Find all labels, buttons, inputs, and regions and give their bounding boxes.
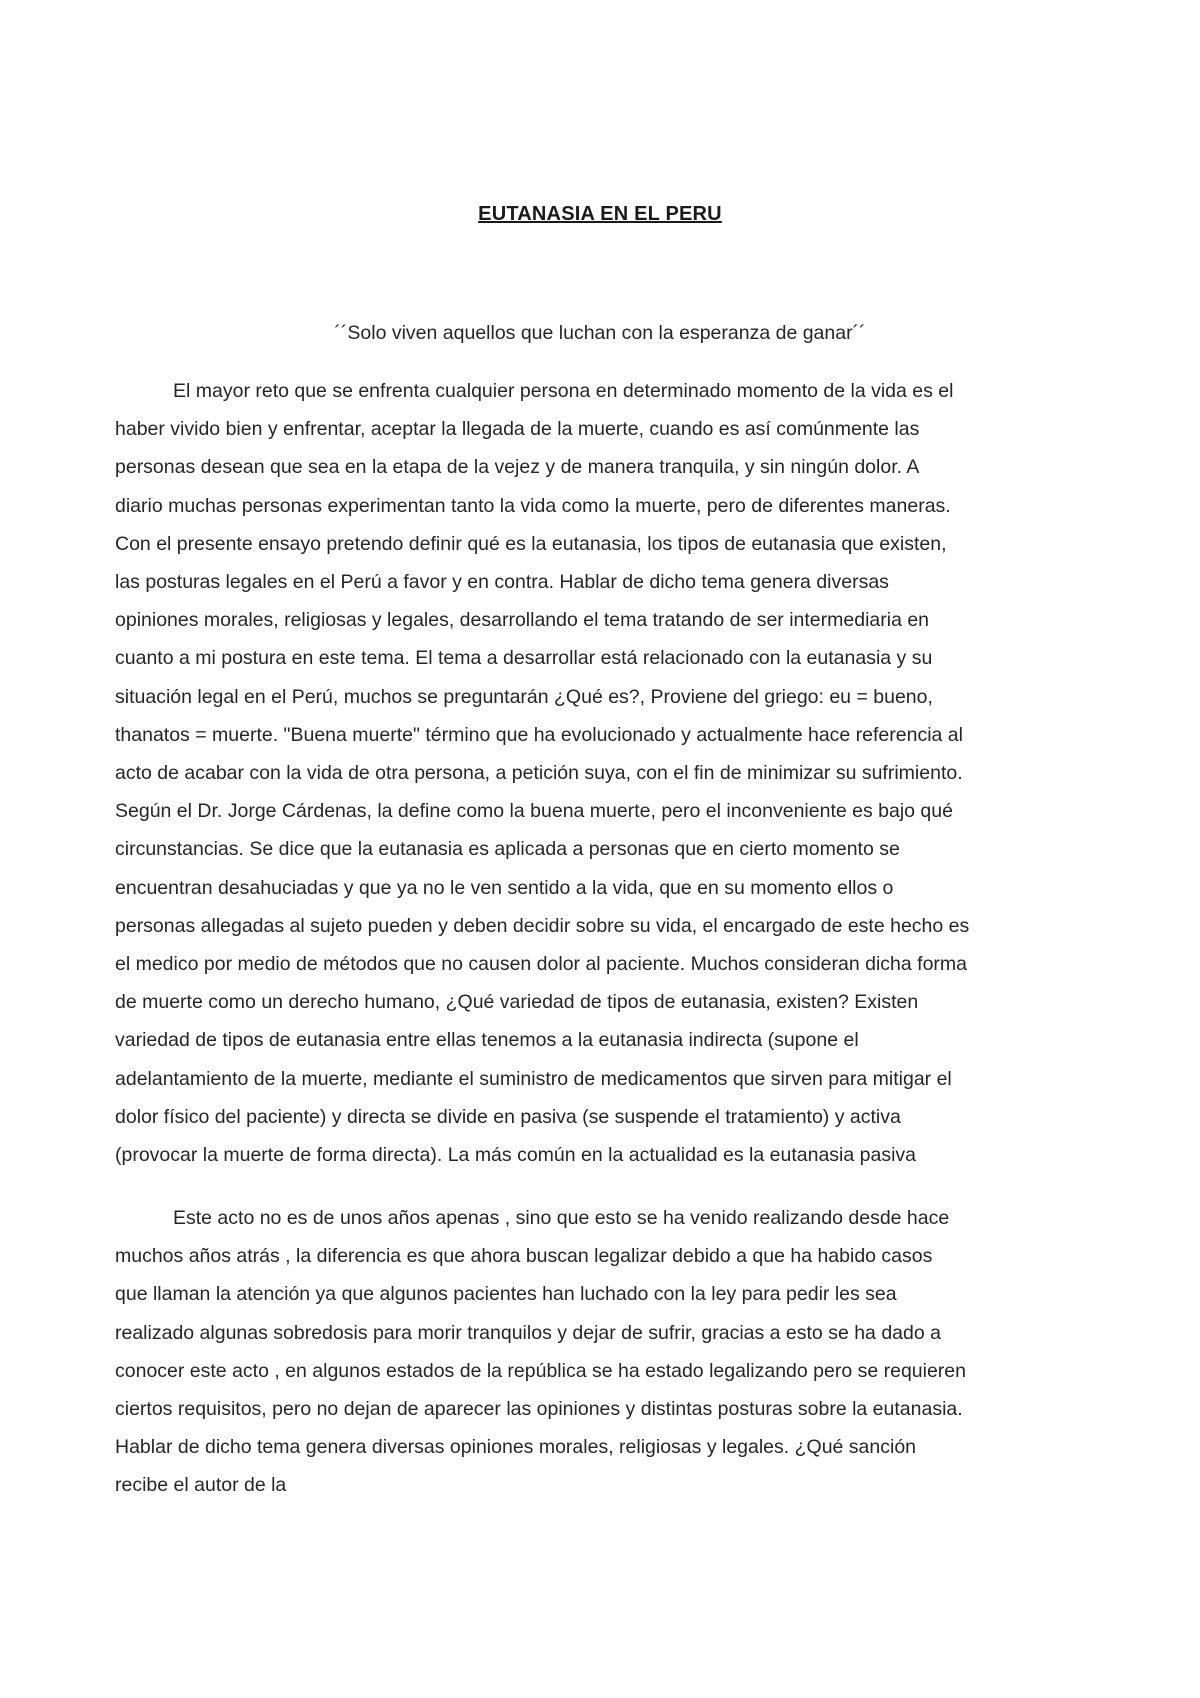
paragraph-line: Según el Dr. Jorge Cárdenas, la define como la buena muerte, pero el inconveniente es bajo qué: [115, 800, 953, 823]
paragraph-line: circunstancias. Se dice que la eutanasia es aplicada a personas que en cierto momento se: [115, 838, 900, 861]
paragraph-line: haber vivido bien y enfrentar, aceptar la llegada de la muerte, cuando es así comúnmente las: [115, 418, 920, 441]
paragraph-line: recibe el autor de la: [115, 1474, 287, 1497]
paragraph-line: Este acto no es de unos años apenas , sino que esto se ha venido realizando desde hace: [173, 1207, 950, 1229]
paragraph-2: [115, 1199, 1105, 1505]
paragraph-line: personas desean que sea en la etapa de la vejez y de manera tranquila, y sin ningún dolor. A: [115, 456, 920, 479]
paragraph-line: diario muchas personas experimentan tanto la vida como la muerte, pero de diferentes maneras.: [115, 494, 951, 517]
paragraph-line: Con el presente ensayo pretendo definir qué es la eutanasia, los tipos de eutanasia que existen,: [115, 532, 947, 555]
document-title: EUTANASIA EN EL PERU: [478, 203, 722, 225]
paragraph-line: ciertos requisitos, pero no dejan de aparecer las opiniones y distintas posturas sobre la eutanasia.: [115, 1398, 963, 1421]
paragraph-line: que llaman la atención ya que algunos pacientes han luchado con la ley para pedir les sea: [115, 1283, 897, 1306]
paragraph-line: adelantamiento de la muerte, mediante el suministro de medicamentos que sirven para mitigar el: [115, 1067, 952, 1090]
paragraph-line: (provocar la muerte de forma directa). La más común en la actualidad es la eutanasia pasiva: [115, 1144, 917, 1167]
paragraph-line: el medico por medio de métodos que no causen dolor al paciente. Muchos consideran dicha forma: [115, 953, 968, 976]
paragraph-line: encuentran desahuciadas y que ya no le ven sentido a la vida, que en su momento ellos o: [115, 876, 894, 899]
paragraph-1: [115, 372, 1105, 1174]
paragraph-line: thanatos = muerte. "Buena muerte" término que ha evolucionado y actualmente hace referencia al: [115, 723, 963, 746]
epigraph-quote: ´´Solo viven aquellos que luchan con la esperanza de ganar´´: [334, 322, 866, 344]
paragraph-line: muchos años atrás , la diferencia es que ahora buscan legalizar debido a que ha habido casos: [115, 1245, 933, 1268]
paragraph-line: realizado algunas sobredosis para morir tranquilos y dejar de sufrir, gracias a esto se ha dado a: [115, 1321, 941, 1344]
paragraph-line: opiniones morales, religiosas y legales, desarrollando el tema tratando de ser intermediaria en: [115, 609, 930, 632]
paragraph-line: variedad de tipos de eutanasia entre ellas tenemos a la eutanasia indirecta (supone el: [115, 1029, 859, 1052]
paragraph-line: Hablar de dicho tema genera diversas opiniones morales, religiosas y legales. ¿Qué sanción: [115, 1436, 917, 1459]
paragraph-line: El mayor reto que se enfrenta cualquier persona en determinado momento de la vida es el: [173, 380, 954, 402]
paragraph-line: acto de acabar con la vida de otra persona, a petición suya, con el fin de minimizar su sufrimiento.: [115, 762, 963, 785]
paragraph-line: de muerte como un derecho humano, ¿Qué variedad de tipos de eutanasia, existen? Existen: [115, 991, 919, 1014]
paragraph-line: dolor físico del paciente) y directa se divide en pasiva (se suspende el tratamiento) y activa: [115, 1105, 901, 1128]
paragraph-line: conocer este acto , en algunos estados de la república se ha estado legalizando pero se requieren: [115, 1359, 966, 1382]
paragraph-line: cuanto a mi postura en este tema. El tema a desarrollar está relacionado con la eutanasia y su: [115, 647, 933, 670]
paragraph-line: situación legal en el Perú, muchos se preguntarán ¿Qué es?, Proviene del griego: eu = bueno,: [115, 685, 933, 708]
paragraph-line: personas allegadas al sujeto pueden y deben decidir sobre su vida, el encargado de este hecho es: [115, 914, 970, 937]
paragraph-line: las posturas legales en el Perú a favor y en contra. Hablar de dicho tema genera diversas: [115, 571, 889, 594]
